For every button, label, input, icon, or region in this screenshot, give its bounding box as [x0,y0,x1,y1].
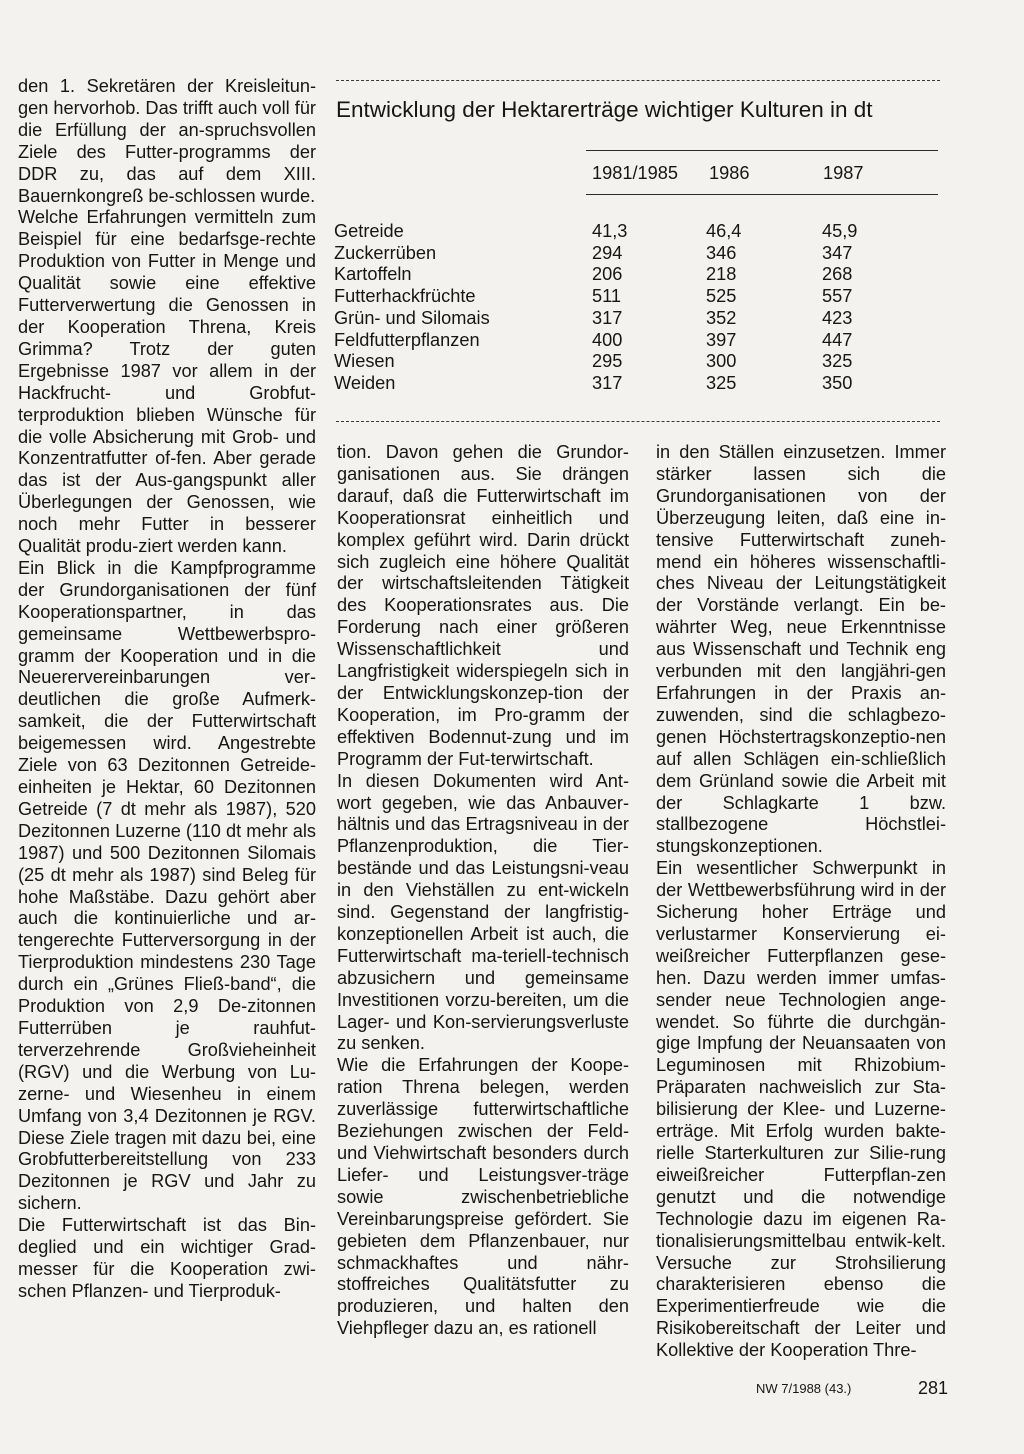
table-header-rule [586,150,938,151]
yield-value: 350 [822,373,853,393]
yield-value: 447 [822,330,853,350]
paragraph: In diesen Dokumenten wird Ant-wort gegeben, wie das Anbauver-hältnis und das Ertragsniveau in der Pflanzenproduktion, die Tier-bestände und das Leistungsni-veau in den Viehställen zu ent-wickeln sind. Gegenstand der langfristig-konzeptionellen Arbeit ist auch, die Futterwirtschaft ma-teriell-technisch abzusichern und gemeinsame Investitionen vorzu-bereiten, um die Lager- und Kon-servierungsverluste zu senken. [337,770,629,1054]
yield-value: 41,3 [592,221,628,241]
crop-name: Futterhackfrüchte [334,286,476,306]
paragraph: Ein wesentlicher Schwerpunkt in der Wettbewerbsführung wird in der Sicherung hoher Erträge und verlustarmer Konservierung ei-weißreicher Futterpflanzen gese-hen. Dazu werden immer umfas-sender neue Technologien ange-wendet. So führte die durchgän-gige Impfung der Neuansaaten von Leguminosen mit Rhizobium-Präparaten nachweislich zur Sta-bilisierung der Klee- und Luzerne-erträge. Mit Erfolg wurden bakte-rielle Starterkulturen zur Silie-rung eiweißreicher Futterpflan-zen genutzt und die notwendige Technologie dazu im eigenen Ra-tionalisierungsmittelbau entwik-kelt. Versuche zur Strohsilierung charakterisieren ebenso die Experimentierfreude wie die Risikobereitschaft der Leiter und Kollektive der Kooperation Thre- [656,858,946,1361]
yield-value: 423 [822,308,853,328]
paragraph: Die Futterwirtschaft ist das Bin-deglied und ein wichtiger Grad-messer für die Kooperation zwi-schen Pflanzen- und Tierproduk- [18,1215,316,1301]
yield-value: 300 [706,351,737,371]
text-column-middle [337,442,629,1340]
yield-value: 317 [592,373,623,393]
yield-value: 557 [822,286,853,306]
yield-value: 525 [706,286,737,306]
text-column-left [18,76,316,1303]
column-header: 1981/1985 [592,163,678,183]
page-number: 281 [918,1378,949,1398]
paragraph: Welche Erfahrungen vermitteln zum Beispiel für eine bedarfsge-rechte Produktion von Futter in Menge und Qualität sowie eine effektive Futterverwertung die Genossen in der Kooperation Threna, Kreis Grimma? Trotz der guten Ergebnisse 1987 vor allem in der Hackfrucht- und Grobfut-terproduktion blieben Wünsche für die volle Absicherung mit Grob- und Konzentratfutter of-fen. Aber gerade das ist der Aus-gangspunkt aller Überlegungen der Genossen, wie noch mehr Futter in besserer Qualität produ-ziert werden kann. [18,207,316,557]
paragraph: Ein Blick in die Kampfprogramme der Grundorganisationen der fünf Kooperationspartner, in das gemeinsame Wettbewerbspro-gramm der Kooperation und in die Neuerervereinbarungen ver-deutlichen die große Aufmerk-samkeit, die der Futterwirtschaft beigemessen wird. Angestrebte Ziele von 63 Dezitonnen Getreide-einheiten je Hektar, 60 Dezitonnen Getreide (7 dt mehr als 1987), 520 Dezitonnen Luzerne (110 dt mehr als 1987) und 500 Dezitonnen Silomais (25 dt mehr als 1987) sind Beleg für hohe Maßstäbe. Dazu gehört aber auch die kontinuierliche und ar-tengerechte Futterversorgung in der Tierproduktion mindestens 230 Tage durch ein „Grünes Fließ-band“, die Produktion von 2,9 De-zitonnen Futterrüben je rauhfut-terverzehrende Großvieheinheit (RGV) und die Werbung von Lu-zerne- und Wiesenheu in einem Umfang von 3,4 Dezitonnen je RGV. Diese Ziele tragen mit dazu bei, eine Grobfutterbereitstellung von 233 Dezitonnen je RGV und Jahr zu sichern. [18,557,316,1214]
issue-reference: NW 7/1988 (43.) [756,1381,852,1396]
yield-value: 46,4 [706,221,742,241]
yield-value: 347 [822,243,853,263]
text-column-right [656,442,946,1362]
table-bottom-rule [336,421,940,422]
yield-value: 206 [592,264,623,284]
paragraph: den 1. Sekretären der Kreisleitun-gen hervorhob. Das trifft auch voll für die Erfüllung der an-spruchsvollen Ziele des Futter-programms der DDR zu, das auf dem XIII. Bauernkongreß be-schlossen wurde. [18,76,316,206]
yield-value: 400 [592,330,623,350]
crop-name: Kartoffeln [334,264,412,284]
yield-value: 317 [592,308,623,328]
crop-name: Zuckerrüben [334,243,437,263]
yield-value: 397 [706,330,737,350]
crop-name: Getreide [334,221,404,241]
yield-value: 294 [592,243,623,263]
paragraph: tion. Davon gehen die Grundor-ganisationen aus. Sie drängen darauf, daß die Futterwirtschaft im Kooperationsrat einheitlich und komplex geführt wird. Darin drückt sich zugleich eine höhere Qualität der wirtschaftsleitenden Tätigkeit des Kooperationsrates aus. Die Forderung nach einer größeren Wissenschaftlichkeit und Langfristigkeit widerspiegeln sich in der Entwicklungskonzep-tion der Kooperation, im Pro-gramm der effektiven Bodennut-zung und im Programm der Fut-terwirtschaft. [337,442,629,769]
table-top-rule [336,80,940,81]
crop-name: Feldfutterpflanzen [334,330,480,350]
column-header: 1986 [709,163,750,183]
yield-value: 295 [592,351,623,371]
yield-value: 325 [822,351,853,371]
crop-name: Weiden [334,373,396,393]
column-header: 1987 [823,163,864,183]
paragraph: Wie die Erfahrungen der Koope-ration Threna belegen, werden zuverlässige futterwirtschaftliche Beziehungen zwischen der Feld- und Viehwirtschaft besonders durch Liefer- und Leistungsver-träge sowie zwischenbetriebliche Vereinbarungspreise gefördert. Sie gebieten dem Pflanzenbauer, nur schmackhaftes und nähr-stoffreiches Qualitätsfutter zu produzieren, und halten den Viehpfleger dazu an, es rationell [337,1055,629,1339]
table-subheader-rule [586,194,938,195]
yield-value: 268 [822,264,853,284]
paragraph: in den Ställen einzusetzen. Immer stärker lassen sich die Grundorganisationen von der Überzeugung leiten, daß eine in-tensive Futterwirtschaft zuneh-mend ein höheres wissenschaftli-ches Niveau der Leitungstätigkeit der Vorstände verlangt. Ein be-währter Weg, neue Erkenntnisse aus Wissenschaft und Technik eng verbunden mit den langjähri-gen Erfahrungen in der Praxis an-zuwenden, sind die schlagbezo-genen Höchstertragskonzeptio-nen auf allen Schlägen ein-schließlich dem Grünland sowie die Arbeit mit der Schlagkarte 1 bzw. stallbezogene Höchstlei-stungskonzeptionen. [656,442,946,857]
crop-name: Grün- und Silomais [334,308,490,328]
yield-value: 511 [592,286,621,306]
yield-value: 352 [706,308,737,328]
yield-value: 45,9 [822,221,858,241]
crop-name: Wiesen [334,351,395,371]
yield-value: 346 [706,243,737,263]
yield-value: 325 [706,373,737,393]
yield-value: 218 [706,264,737,284]
table-title: Entwicklung der Hektarerträge wichtiger Kulturen in dt [336,97,873,122]
